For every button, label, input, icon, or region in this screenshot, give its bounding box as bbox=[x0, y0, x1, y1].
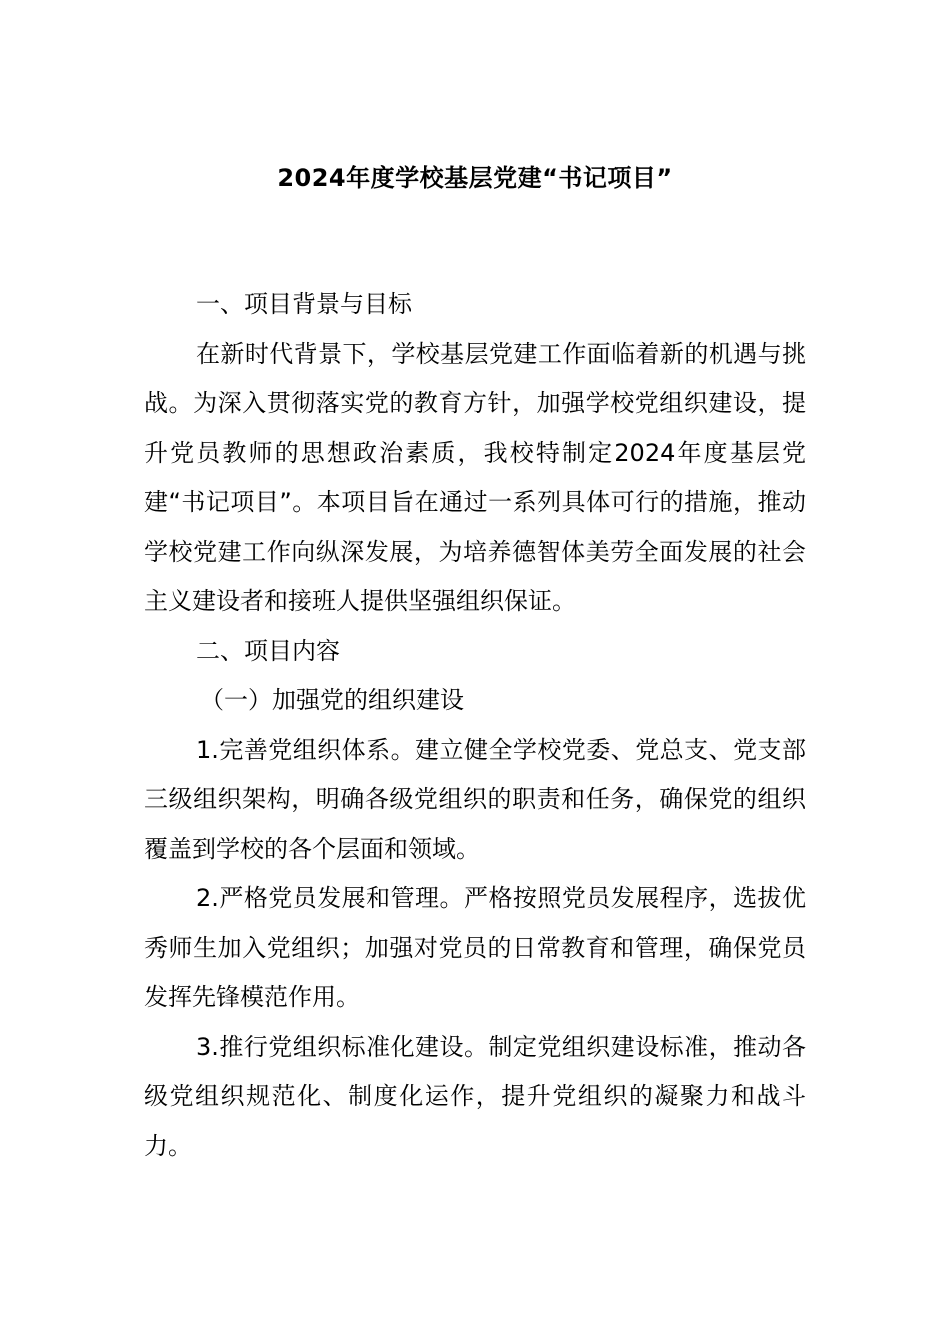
list-item-member-management: 2.严格党员发展和管理。严格按照党员发展程序，选拔优秀师生加入党组织；加强对党员的日常教育和管理，确保党员发挥先锋模范作用。 bbox=[144, 884, 806, 1011]
document-title: 2024年度学校基层党建“书记项目” bbox=[277, 164, 673, 192]
subsection-heading-organization: （一）加强党的组织建设 bbox=[200, 686, 464, 714]
paragraph-background: 在新时代背景下，学校基层党建工作面临着新的机遇与挑战。为深入贯彻落实党的教育方针，加强学校党组织建设，提升党员教师的思想政治素质，我校特制定2024年度基层党建“书记项目”。本项目旨在通过一系列具体可行的措施，推动学校党建工作向纵深发展，为培养德智体美劳全面发展的社会主义建设者和接班人提供坚强组织保证。 bbox=[144, 339, 806, 615]
section-heading-background: 一、项目背景与目标 bbox=[196, 290, 412, 318]
section-heading-content: 二、项目内容 bbox=[196, 636, 340, 665]
list-item-organization-system: 1.完善党组织体系。建立健全学校党委、党总支、党支部三级组织架构，明确各级党组织的职责和任务，确保党的组织覆盖到学校的各个层面和领域。 bbox=[144, 735, 806, 863]
list-item-standardization: 3.推行党组织标准化建设。制定党组织建设标准，推动各级党组织规范化、制度化运作，提升党组织的凝聚力和战斗力。 bbox=[144, 1032, 806, 1160]
document-body bbox=[144, 280, 806, 1171]
